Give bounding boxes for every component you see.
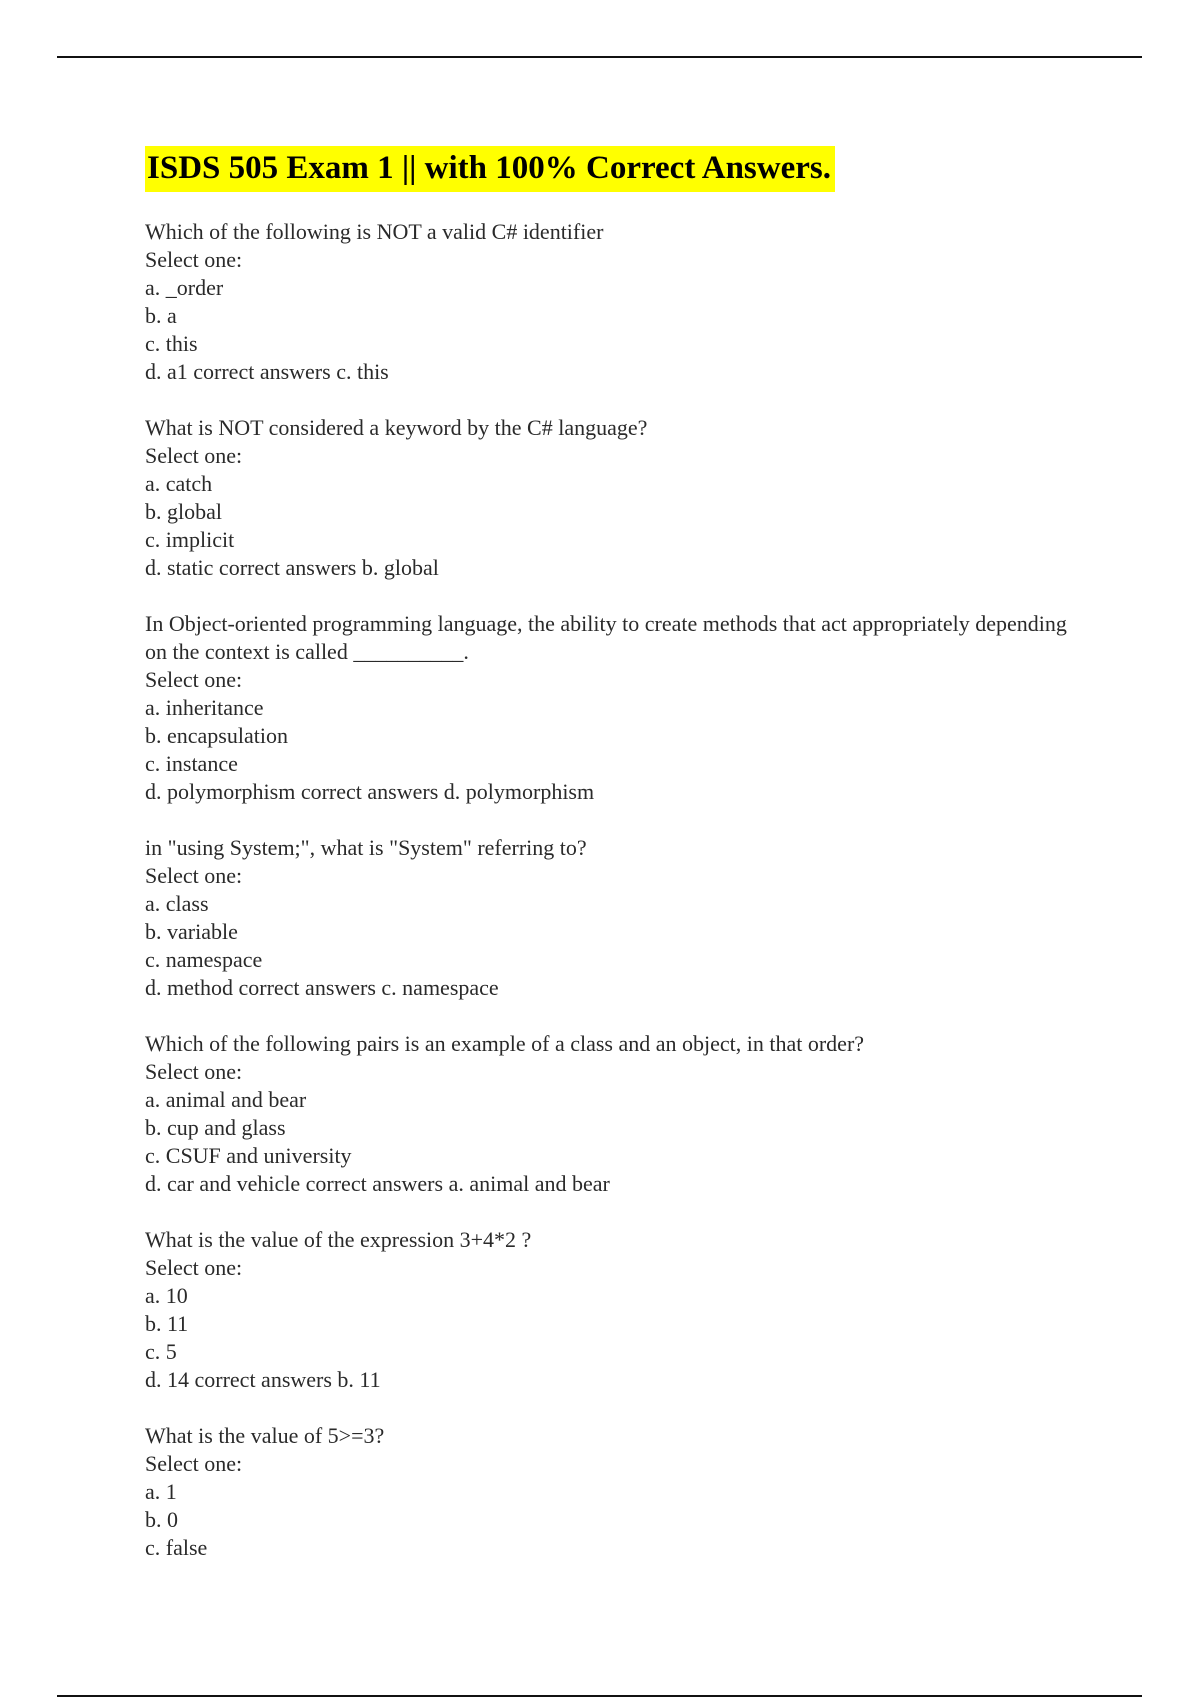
bottom-rule [57,1695,1142,1697]
option-b: b. a [145,303,177,328]
question-3 [145,610,1085,806]
select-prompt: Select one: [145,247,243,272]
question-stem: What is the value of 5>=3? [145,1423,385,1448]
document-body [145,146,1085,1590]
question-stem: Which of the following pairs is an example of a class and an object, in that order? [145,1031,865,1056]
select-prompt: Select one: [145,1059,243,1084]
option-c: c. instance [145,751,238,776]
option-d-with-answer: d. static correct answers b. global [145,555,439,580]
option-c: c. namespace [145,947,263,972]
option-c: c. CSUF and university [145,1143,352,1168]
option-a: a. inheritance [145,695,264,720]
option-d-with-answer: d. method correct answers c. namespace [145,975,499,1000]
question-5 [145,1030,1085,1198]
option-a: a. _order [145,275,224,300]
question-stem: What is the value of the expression 3+4*2 ? [145,1227,532,1252]
option-c: c. 5 [145,1339,177,1364]
question-4 [145,834,1085,1002]
question-stem: In Object-oriented programming language, the ability to create methods that act appropriately depending on the context is called __________. [145,611,1067,664]
option-a: a. 10 [145,1283,188,1308]
question-stem: in "using System;", what is "System" referring to? [145,835,587,860]
option-b: b. 0 [145,1507,178,1532]
option-d-with-answer: d. 14 correct answers b. 11 [145,1367,381,1392]
select-prompt: Select one: [145,667,243,692]
question-stem: Which of the following is NOT a valid C# identifier [145,219,604,244]
option-a: a. animal and bear [145,1087,307,1112]
option-a: a. catch [145,471,213,496]
option-d-with-answer: d. polymorphism correct answers d. polymorphism [145,779,595,804]
document-title: ISDS 505 Exam 1 || with 100% Correct Answers. [145,146,835,192]
option-b: b. global [145,499,222,524]
option-d-with-answer: d. a1 correct answers c. this [145,359,389,384]
option-c: c. false [145,1535,208,1560]
option-d-with-answer: d. car and vehicle correct answers a. animal and bear [145,1171,610,1196]
select-prompt: Select one: [145,863,243,888]
question-6 [145,1226,1085,1394]
option-c: c. implicit [145,527,235,552]
option-a: a. class [145,891,209,916]
option-b: b. variable [145,919,238,944]
select-prompt: Select one: [145,1255,243,1280]
question-7 [145,1422,1085,1562]
question-1 [145,218,1085,386]
option-b: b. encapsulation [145,723,288,748]
option-b: b. 11 [145,1311,189,1336]
option-b: b. cup and glass [145,1115,286,1140]
question-list [145,218,1085,1562]
select-prompt: Select one: [145,1451,243,1476]
option-c: c. this [145,331,198,356]
question-stem: What is NOT considered a keyword by the C# language? [145,415,648,440]
option-a: a. 1 [145,1479,177,1504]
select-prompt: Select one: [145,443,243,468]
top-rule [57,56,1142,58]
question-2 [145,414,1085,582]
